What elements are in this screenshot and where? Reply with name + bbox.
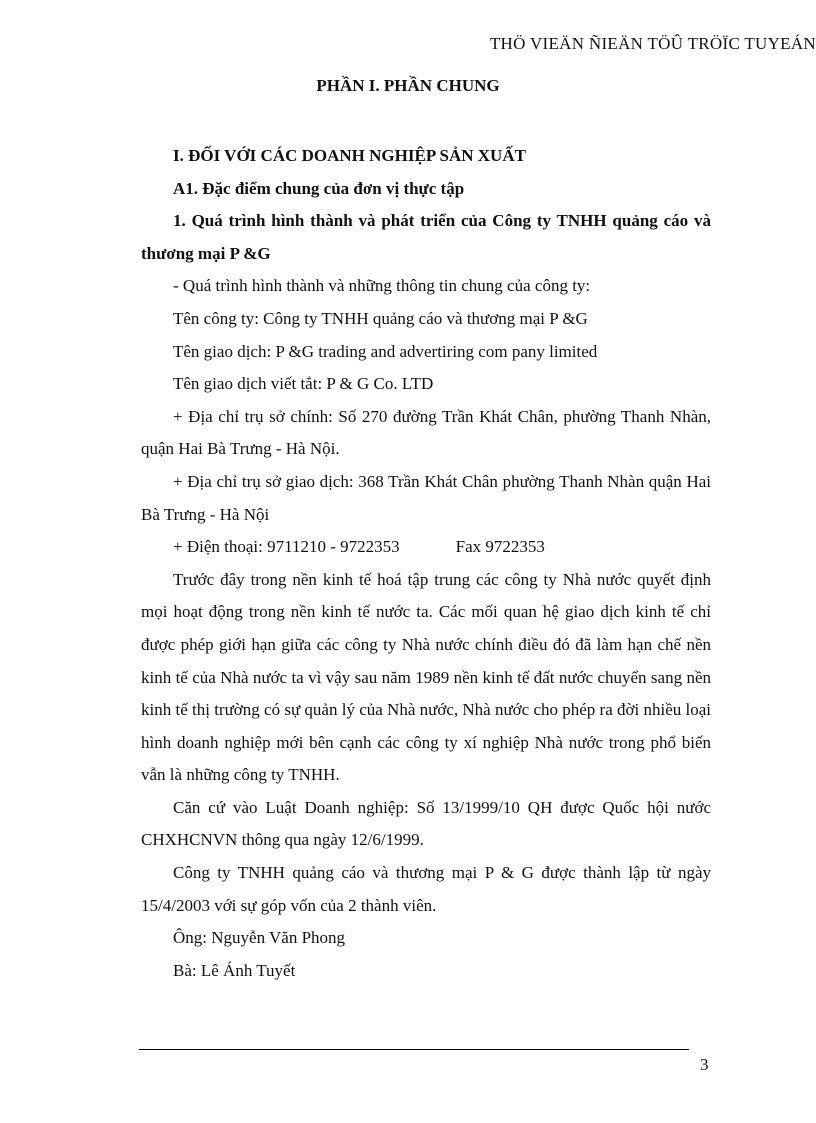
company-name: Tên công ty: Công ty TNHH quảng cáo và thương mại P &G (173, 308, 588, 328)
info-intro: - Quá trình hình thành và những thông tin chung của công ty: (173, 276, 591, 296)
law-paragraph: Căn cứ vào Luật Doanh nghiệp: Số 13/1999/10 QH được Quốc hội nước CHXHCNVN thông qua ngày 12/6/1999. (141, 797, 711, 850)
phone-fax-line (141, 531, 711, 564)
footer-divider (139, 1049, 689, 1050)
member-2: Bà: Lê Ánh Tuyết (173, 960, 296, 980)
founded-paragraph: Công ty TNHH quảng cáo và thương mại P & G được thành lập từ ngày 15/4/2003 với sự góp vốn của 2 thành viên. (141, 863, 711, 915)
phone-number: + Điện thoại: 9711210 - 9722353 (173, 537, 400, 557)
short-name: Tên giao dịch viết tắt: P & G Co. LTD (173, 374, 434, 394)
page-number: 3 (700, 1055, 709, 1074)
trade-name: Tên giao dịch: P &G trading and advertiring com pany limited (173, 341, 598, 361)
section-subheading: A1. Đặc điểm chung của đơn vị thực tập (173, 178, 465, 198)
page-title: PHẦN I. PHẦN CHUNG (316, 76, 500, 95)
document-body (141, 140, 711, 987)
trade-office-address: + Địa chỉ trụ sở giao dịch: 368 Trần Khát Chân phường Thanh Nhàn quận Hai Bà Trưng - Hà Nội (141, 471, 711, 524)
member-1: Ông: Nguyễn Văn Phong (173, 928, 346, 948)
item-heading: 1. Quá trình hình thành và phát triển của Công ty TNHH quảng cáo và thương mại P &G (141, 211, 711, 263)
fax-number: Fax 9722353 (455, 537, 545, 557)
history-paragraph: Trước đây trong nền kinh tế hoá tập trung các công ty Nhà nước quyết định mọi hoạt động trong nền kinh tế nước ta. Các mối quan hệ giao dịch kinh tế chỉ được phép giới hạn giữa các công ty Nhà nước chính điều đó đã làm hạn chế nền kinh tế của Nhà nước ta vì vậy sau năm 1989 nền kinh tế đất nước chuyển sang nền kinh tế thị trường có sự quản lý của Nhà nước, Nhà nước cho phép ra đời nhiều loại hình doanh nghiệp mới bên cạnh các công ty xí nghiệp Nhà nước trong phổ biến vẫn là những công ty TNHH. (141, 569, 711, 785)
head-office-address: + Địa chỉ trụ sở chính: Số 270 đường Trần Khát Chân, phường Thanh Nhàn, quận Hai Bà Trưng - Hà Nội. (141, 406, 711, 459)
running-header: THÖ VIEÄN ÑIEÄN TÖÛ TRÖÏC TUYEÁN (489, 34, 816, 53)
section-heading: I. ĐỐI VỚI CÁC DOANH NGHIỆP SẢN XUẤT (173, 146, 526, 165)
